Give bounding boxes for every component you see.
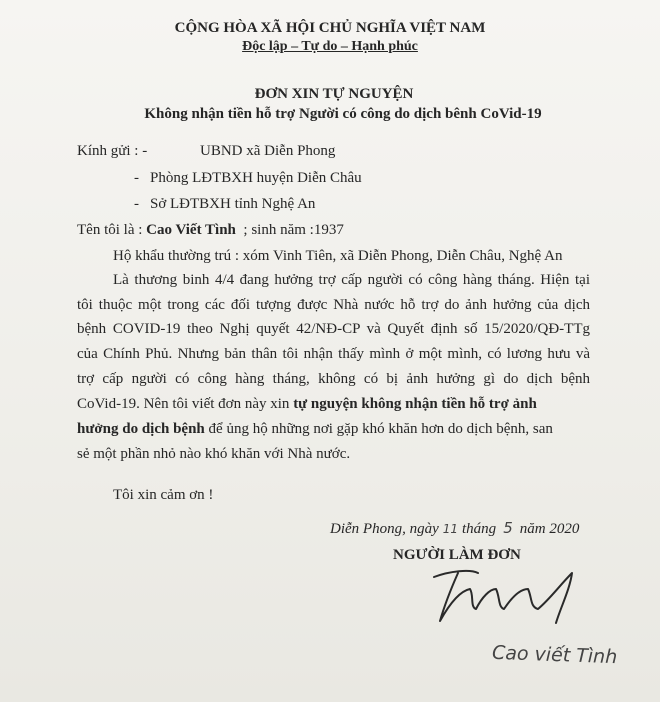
date-day: 11 [442, 522, 459, 536]
address-line: Hộ khẩu thường trú : xóm Vinh Tiên, xã Diễn Phong, Diễn Châu, Nghệ An [113, 248, 563, 264]
body-text: để ủng hộ những nơi gặp khó khăn hơn do dịch bệnh, san [204, 421, 553, 437]
body-emphasis: tự nguyện không nhận tiền hỗ trợ ảnh [293, 396, 537, 412]
recipient-dash: - [134, 170, 139, 186]
body-line: sẻ một phần nhỏ nào khó khăn với Nhà nước. [77, 446, 351, 462]
recipient-dash: - [134, 196, 139, 212]
document-title: ĐƠN XIN TỰ NGUYỆN [254, 86, 414, 102]
body-line: bệnh COVID-19 theo Nghị quyết 42/NĐ-CP và Quyết định số 15/2020/QĐ-TTg [77, 321, 590, 337]
recipient-item: Sở LĐTBXH tỉnh Nghệ An [150, 196, 316, 212]
body-line [77, 420, 553, 438]
body-line: của Chính Phủ. Nhưng bản thân tôi nhận thấy mình ở một mình, có lương hưu và [77, 346, 590, 362]
birth-year: ; sinh năm :1937 [243, 222, 344, 238]
name-label: Tên tôi là : [77, 222, 147, 238]
body-line: Là thương binh 4/4 đang hưởng trợ cấp người có công hàng tháng. Hiện tại [113, 272, 590, 288]
body-line: trợ cấp người có công hàng tháng, không có bị ảnh hưởng gì do dịch bệnh [77, 371, 590, 387]
date-month-label: tháng [462, 521, 497, 537]
body-line: tôi thuộc một trong các đối tượng được Nhà nước hỗ trợ do ảnh hưởng của dịch [77, 297, 590, 313]
recipient-label: Kính gửi : - [77, 143, 148, 159]
motto: Độc lập – Tự do – Hạnh phúc [242, 39, 418, 54]
document-subtitle: Không nhận tiền hỗ trợ Người có công do dịch bênh CoVid-19 [144, 106, 542, 122]
date-year: năm 2020 [519, 521, 580, 537]
date-month: 5 [503, 519, 513, 537]
thanks-line: Tôi xin cảm ơn ! [113, 487, 214, 503]
date-place: Diễn Phong, ngày [330, 521, 439, 537]
body-text: CoVid-19. Nên tôi viết đơn này xin [77, 396, 294, 412]
recipient-item: UBND xã Diễn Phong [200, 143, 336, 159]
name-line [77, 221, 344, 239]
date-line [330, 519, 579, 538]
body-emphasis: hưởng do dịch bệnh [77, 421, 205, 437]
nation-header: CỘNG HÒA XÃ HỘI CHỦ NGHĨA VIỆT NAM [174, 20, 486, 36]
applicant-name: Cao Viết Tình [146, 222, 236, 238]
signer-handwritten-name: Cao viết Tình [491, 641, 618, 669]
signer-title: NGƯỜI LÀM ĐƠN [393, 547, 521, 563]
recipient-item: Phòng LĐTBXH huyện Diễn Châu [150, 170, 362, 186]
body-line [77, 395, 537, 413]
signature-icon [420, 563, 590, 635]
